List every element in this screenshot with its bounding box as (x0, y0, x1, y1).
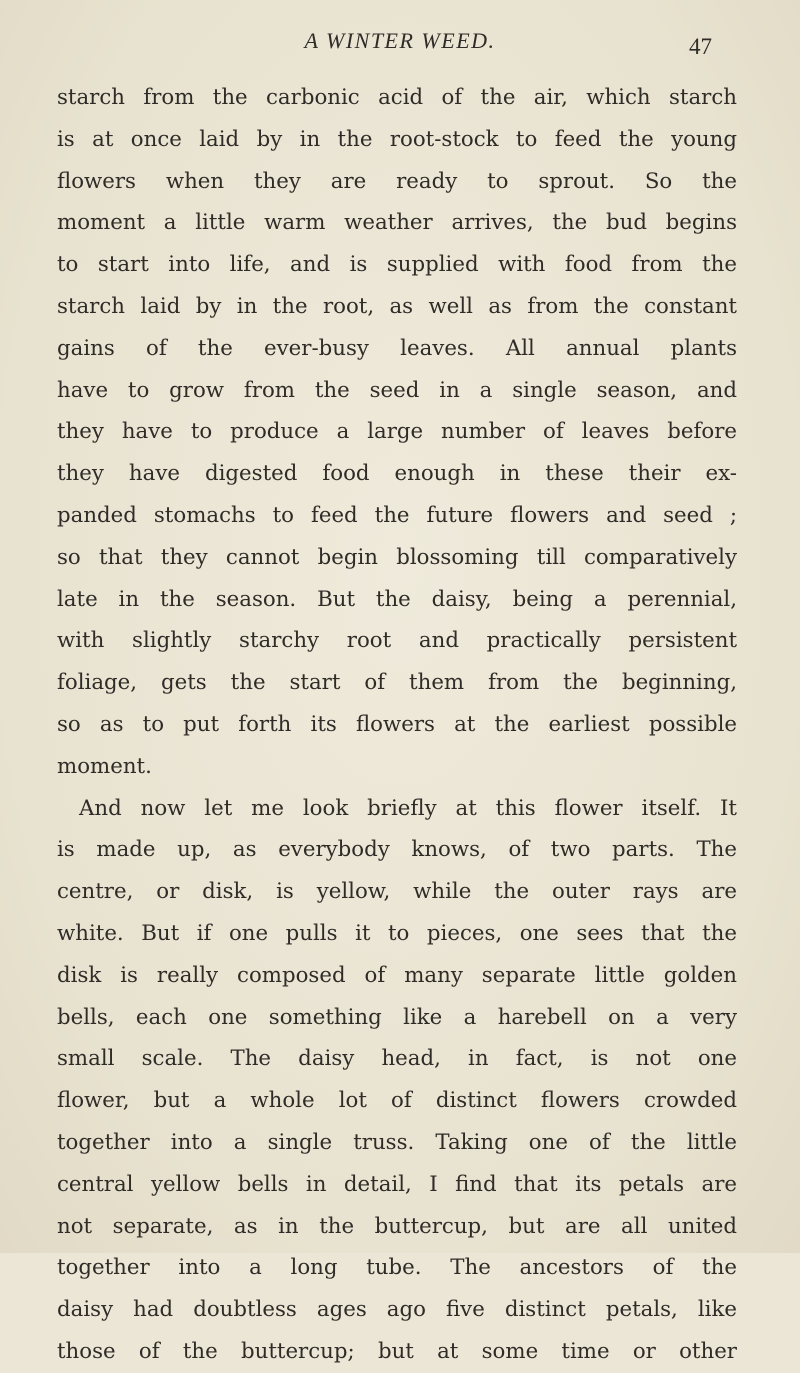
text-line: disk is really composed of many separate little golden (57, 962, 737, 988)
text-line: And now let me look briefly at this flower itself. It (79, 795, 737, 821)
text-line: small scale. The daisy head, in fact, is not one (57, 1046, 737, 1072)
page-number: 47 (689, 34, 712, 59)
text-line: moment a little warm weather arrives, the bud begins (57, 210, 737, 236)
text-line: moment. (57, 753, 152, 779)
text-line: late in the season. But the daisy, being a perennial, (57, 586, 737, 612)
text-line: daisy had doubtless ages ago five distinct petals, like (57, 1297, 737, 1323)
text-line: panded stomachs to feed the future flowers and seed ; (57, 502, 737, 528)
text-line: together into a long tube. The ancestors of the (57, 1255, 737, 1281)
page-header (0, 28, 800, 68)
text-line: centre, or disk, is yellow, while the outer rays are (57, 879, 737, 905)
text-line: to start into life, and is supplied with food from the (57, 252, 737, 278)
text-line: flowers when they are ready to sprout. So the (57, 168, 737, 194)
text-line: gains of the ever-busy leaves. All annual plants (57, 335, 737, 361)
text-line: they have digested food enough in these their ex- (57, 461, 737, 487)
text-line: is at once laid by in the root-stock to feed the young (57, 126, 737, 152)
text-line: bells, each one something like a harebell on a very (57, 1004, 737, 1030)
text-line: they have to produce a large number of leaves before (57, 419, 737, 445)
text-line: together into a single truss. Taking one of the little (57, 1129, 737, 1155)
body-text (57, 77, 737, 1373)
text-line: flower, but a whole lot of distinct flowers crowded (57, 1088, 737, 1114)
text-line: so as to put forth its flowers at the earliest possible (57, 711, 737, 737)
text-line: is made up, as everybody knows, of two parts. The (57, 837, 737, 863)
text-line: so that they cannot begin blossoming till comparatively (57, 544, 737, 570)
text-line: those of the buttercup; but at some time or other (57, 1338, 737, 1364)
text-line: foliage, gets the start of them from the beginning, (57, 670, 737, 696)
text-line: white. But if one pulls it to pieces, one sees that the (57, 920, 737, 946)
text-line: starch laid by in the root, as well as from the constant (57, 293, 737, 319)
text-line: central yellow bells in detail, I find that its petals are (57, 1171, 737, 1197)
text-line: have to grow from the seed in a single season, and (57, 377, 737, 403)
text-line: starch from the carbonic acid of the air, which starch (57, 85, 737, 110)
running-title: A WINTER WEED. (304, 28, 496, 53)
text-line: not separate, as in the buttercup, but are all united (57, 1213, 737, 1239)
text-line: with slightly starchy root and practically persistent (57, 628, 737, 654)
